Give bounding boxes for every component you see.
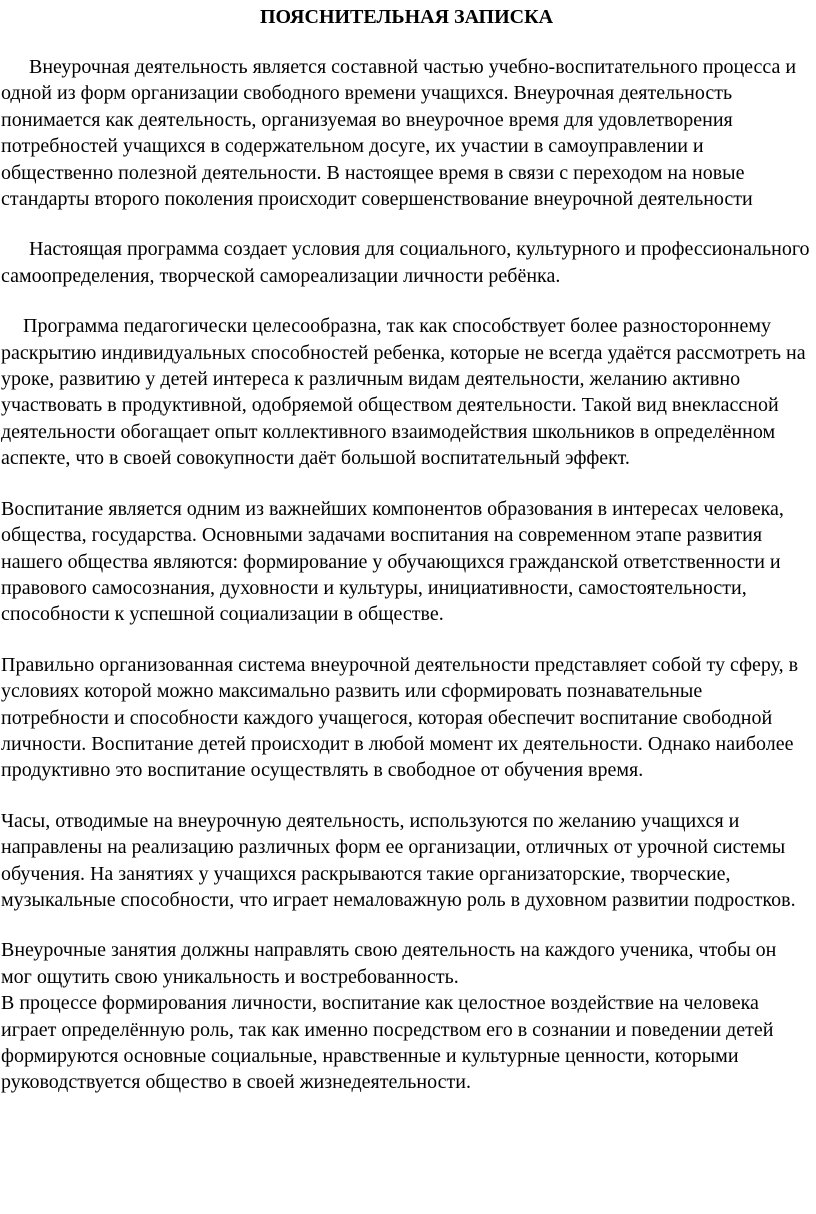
paragraph-4: Воспитание является одним из важнейших компонентов образования в интересах человека, общества, государства. Основными задачами воспитания на современном этапе развития нашего общества являются: формирование у обучающихся гражданской ответственности и правового самосознания, духовности и культуры, инициативности, самостоятельности, способности к успешной социализации в обществе. xyxy=(1,497,784,626)
paragraph-3: Программа педагогически целесообразна, так как способствует более разностороннему раскрытию индивидуальных способностей ребенка, которые не всегда удаётся рассмотреть на уроке, развитию у детей интереса к различным видам деятельности, желанию активно участвовать в продуктивной, одобряемой обществом деятельности. Такой вид внеклассной деятельности обогащает опыт коллективного взаимодействия школьников в определённом аспекте, что в своей совокупности даёт большой воспитательный эффект. xyxy=(1,315,806,470)
paragraph-2: Настоящая программа создает условия для социального, культурного и профессионального самоопределения, творческой самореализации личности ребёнка. xyxy=(1,238,810,287)
paragraph-7: Внеурочные занятия должны направлять свою деятельность на каждого ученика, чтобы он мог ощутить свою уникальность и востребованность. xyxy=(1,939,777,988)
paragraph-6: Часы, отводимые на внеурочную деятельность, используются по желанию учащихся и направлены на реализацию различных форм ее организации, отличных от урочной системы обучения. На занятиях у учащихся раскрываются такие организаторские, творческие, музыкальные способности, что играет немаловажную роль в духовном развитии подростков. xyxy=(1,809,796,911)
paragraph-1: Внеурочная деятельность является составной частью учебно-воспитательного процесса и одной из форм организации свободного времени учащихся. Внеурочная деятельность понимается как деятельность, организуемая во внеурочное время для удовлетворения потребностей учащихся в содержательном досуге, их участии в самоуправлении и общественно полезной деятельности. В настоящее время в связи с переходом на новые стандарты второго поколения происходит совершенствование внеурочной деятельности xyxy=(1,56,797,211)
paragraph-8: В процессе формирования личности, воспитание как целостное воздействие на человека играет определённую роль, так как именно посредством его в сознании и поведении детей формируются основные социальные, нравственные и культурные ценности, которыми руководствуется общество в своей жизнедеятельности. xyxy=(1,992,774,1094)
paragraph-5: Правильно организованная система внеурочной деятельности представляет собой ту сферу, в условиях которой можно максимально развить или сформировать познавательные потребности и способности каждого учащегося, которая обеспечит воспитание свободной личности. Воспитание детей происходит в любой момент их деятельности. Однако наиболее продуктивно это воспитание осуществлять в свободное от обучения время. xyxy=(1,653,799,782)
document-title: ПОЯСНИТЕЛЬНАЯ ЗАПИСКА xyxy=(259,6,554,28)
